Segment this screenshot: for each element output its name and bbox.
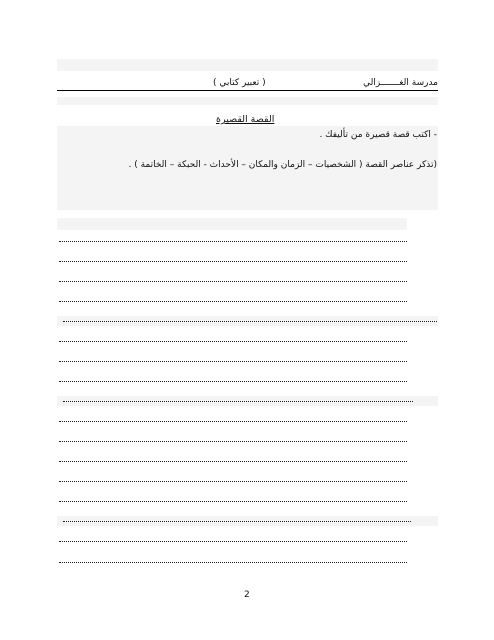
writing-line <box>59 341 407 342</box>
header-rule <box>57 90 438 91</box>
writing-line <box>59 541 407 542</box>
writing-line <box>59 261 407 262</box>
school-name: مدرسة الغـــــــزالي <box>363 78 438 88</box>
page-number: 2 <box>244 590 250 600</box>
instruction-line-1: - اكتب قصة قصيرة من تأليفك . <box>319 130 437 140</box>
writing-line <box>59 241 407 242</box>
writing-line <box>59 361 407 362</box>
writing-line <box>59 481 407 482</box>
writing-line <box>59 381 407 382</box>
writing-line <box>59 441 407 442</box>
lines-band-1 <box>57 218 407 230</box>
writing-line <box>59 461 407 462</box>
writing-line <box>63 521 411 522</box>
writing-line <box>63 401 413 402</box>
writing-line <box>59 281 407 282</box>
writing-line <box>63 321 437 322</box>
header-band <box>57 97 438 105</box>
writing-line <box>59 301 407 302</box>
instruction-line-2: (تذكر عناصر القصة ( الشخصيات – الزمان والمكان – الأحداث - الحبكة – الخاتمة ) . <box>128 160 437 170</box>
subject-label: ( تعبير كتابي ) <box>213 78 266 88</box>
writing-line <box>59 421 407 422</box>
top-band <box>57 59 438 71</box>
writing-line <box>59 562 407 563</box>
writing-line <box>59 501 407 502</box>
page-title: القصة القصيرة <box>216 114 275 125</box>
